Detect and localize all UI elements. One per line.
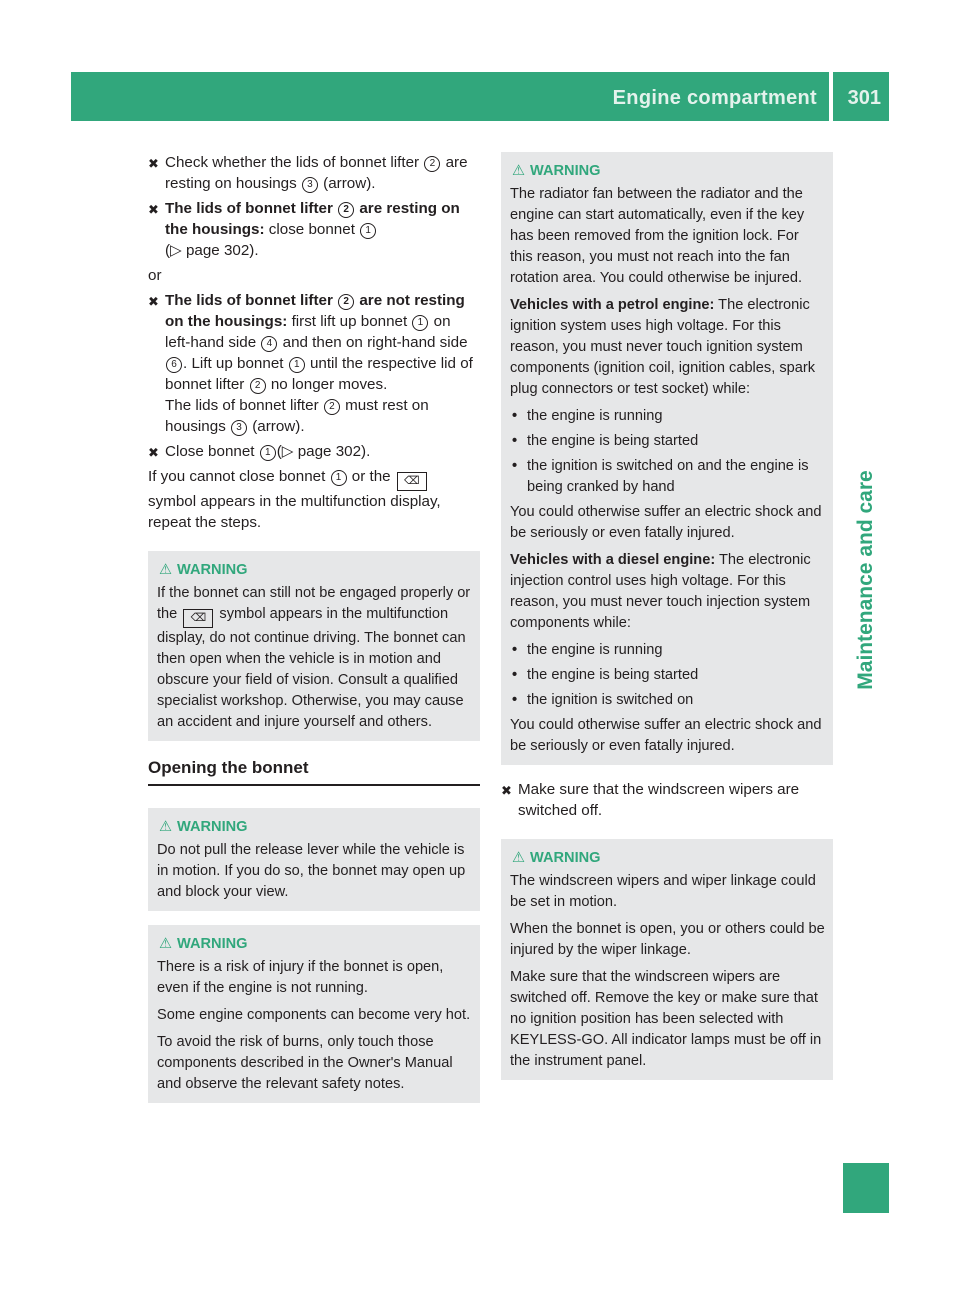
list-item-text: the ignition is switched on and the engine is being cranked by hand [527,458,809,495]
warning-box [501,152,833,765]
bonnet-open-symbol-icon: ⌫ [183,609,213,628]
step-text: close bonnet [264,221,360,238]
step-text: on left-hand side [165,313,451,351]
side-tab-label: Maintenance and care [854,470,877,690]
list-item [510,431,825,452]
bullet-icon: • [512,458,518,474]
step-arrow-icon: ✖ [148,202,159,217]
step-bold-text: are resting on the housings: [165,200,460,238]
warning-text: The windscreen wipers and wiper linkage could be set in motion. [510,873,816,910]
callout-number: 2 [324,399,340,415]
step-bold-text: are not resting on the housings: [165,292,465,330]
step-text: The lids of bonnet lifter [165,397,323,414]
warning-triangle-icon: ⚠ [159,562,173,578]
step-arrow-icon: ✖ [148,294,159,309]
step-bold-text: The lids of bonnet lifter [165,200,338,217]
callout-number: 2 [250,378,266,394]
warning-heading [510,848,825,869]
warning-label: WARNING [177,562,248,578]
bullet-icon: • [512,408,518,424]
callout-number: 1 [289,357,305,373]
warning-box [148,808,480,911]
list-item [510,640,825,661]
header-divider [829,72,833,121]
warning-label: WARNING [530,850,601,866]
warning-bold-text: Vehicles with a diesel engine: [510,552,716,568]
step-text: Close bonnet [165,443,259,460]
list-item [510,456,825,498]
callout-number: 1 [360,223,376,239]
warning-text [510,550,825,634]
side-tab [843,240,889,920]
warning-bold-text: Vehicles with a petrol engine: [510,297,715,313]
warning-text: You could otherwise suffer an electric shock and be seriously or even fatally injured. [510,717,822,754]
warning-triangle-icon: ⚠ [512,163,526,179]
step-text: Check whether the lids of bonnet lifter [165,154,424,171]
list-item [510,406,825,427]
warning-label: WARNING [177,819,248,835]
or-text: or [148,267,162,284]
step-lids-not-resting [148,290,480,437]
warning-label: WARNING [177,936,248,952]
list-item-text: the engine is being started [527,667,699,683]
list-item [510,690,825,711]
warning-text [157,583,472,733]
section-title: Opening the bonnet [148,757,480,786]
warning-text: There is a risk of injury if the bonnet is open, even if the engine is not running. [157,959,444,996]
warning-label: WARNING [530,163,601,179]
warning-text-part: If the bonnet can still not be engaged properly or the [157,585,471,622]
warning-triangle-icon: ⚠ [159,819,173,835]
bullet-icon: • [512,433,518,449]
step-arrow-icon: ✖ [501,783,512,798]
bullet-icon: • [512,667,518,683]
step-text: are resting on housings [165,154,468,192]
warning-heading [157,560,472,581]
warning-triangle-icon: ⚠ [512,850,526,866]
callout-number: 6 [166,357,182,373]
warning-text: The radiator fan between the radiator and the engine can start automatically, even if the key has been removed from the ignition lock. For this reason, you must not reach into the fan rotation area. You could otherwise be injured. [510,186,805,286]
step-close-bonnet [148,441,480,462]
step-bold-text: The lids of bonnet lifter [165,292,338,309]
step-text: and then on right-hand side [278,334,468,351]
callout-number: 1 [331,470,347,486]
warning-text-part: The electronic injection control uses high voltage. For this reason, you must never touch injection system components while: [510,552,811,631]
warning-text [510,295,825,400]
step-text: (arrow). [318,175,376,192]
step-arrow-icon: ✖ [148,156,159,171]
repeat-steps-paragraph [148,466,480,533]
warning-text: Do not pull the release lever while the vehicle is in motion. If you do so, the bonnet may open up and block your view. [157,842,466,900]
step-text: no longer moves. [266,376,388,393]
right-column [501,152,833,1094]
page-title: Engine compartment [612,87,817,109]
para-text: symbol appears in the multifunction display, repeat the steps. [148,493,441,531]
step-wipers-off [501,779,833,821]
step-text: must rest on housings [165,397,429,435]
list-item-text: the engine is running [527,642,663,658]
list-item-text: the ignition is switched on [527,692,694,708]
warning-triangle-icon: ⚠ [159,936,173,952]
bullet-icon: • [512,642,518,658]
list-item [510,665,825,686]
warning-text-part: symbol appears in the multifunction display, do not continue driving. The bonnet can then open when the vehicle is in motion and obscure your field of vision. Consult a qualified specialist workshop. Otherwise, you may cause an accident and injure yourself and others. [157,606,466,730]
warning-text: To avoid the risk of burns, only touch those components described in the Owner's Manual and observe the relevant safety notes. [157,1034,453,1092]
bullet-icon: • [512,692,518,708]
step-text: . Lift up bonnet [183,355,288,372]
warning-box [148,551,480,741]
left-column [148,152,480,1117]
callout-number: 1 [260,445,276,461]
callout-number: 2 [424,156,440,172]
para-text: or the [347,468,395,485]
warning-box [148,925,480,1103]
step-check-lids [148,152,480,194]
page-reference-link[interactable]: (▷ page 302). [276,443,371,460]
warning-text: Make sure that the windscreen wipers are switched off. Remove the key or make sure that no ignition position has been selected with KEYLESS-GO. All indicator lamps must be off in the instrument panel. [510,969,822,1069]
callout-number: 1 [412,315,428,331]
para-text: If you cannot close bonnet [148,468,330,485]
bonnet-open-symbol-icon: ⌫ [397,472,427,491]
callout-number: 4 [261,336,277,352]
page-number: 301 [847,87,881,109]
warning-heading [157,817,472,838]
step-text: until the respective lid of bonnet lifter [165,355,473,393]
step-text: first lift up bonnet [287,313,412,330]
callout-number: 2 [338,202,354,218]
list-item-text: the engine is being started [527,433,699,449]
step-text: Make sure that the windscreen wipers are switched off. [518,781,800,819]
warning-heading [157,934,472,955]
list-item-text: the engine is running [527,408,663,424]
step-arrow-icon: ✖ [148,445,159,460]
warning-text-part: The electronic ignition system uses high voltage. For this reason, you must never touch ignition system components (ignition coil, ignition cables, spark plug connectors or test socket) while: [510,297,816,397]
step-text: (arrow). [248,418,305,435]
page-reference-link[interactable]: (▷ page 302). [165,242,259,259]
step-lids-resting [148,198,480,261]
thumb-index-block [843,1163,889,1213]
warning-text: When the bonnet is open, you or others could be injured by the wiper linkage. [510,921,825,958]
warning-text: Some engine components can become very hot. [157,1007,471,1023]
callout-number: 3 [302,177,318,193]
callout-number: 2 [338,294,354,310]
warning-text: You could otherwise suffer an electric shock and be seriously or even fatally injured. [510,504,822,541]
callout-number: 3 [231,420,247,436]
warning-box [501,839,833,1080]
header-bar [71,72,889,121]
warning-heading [510,161,825,182]
